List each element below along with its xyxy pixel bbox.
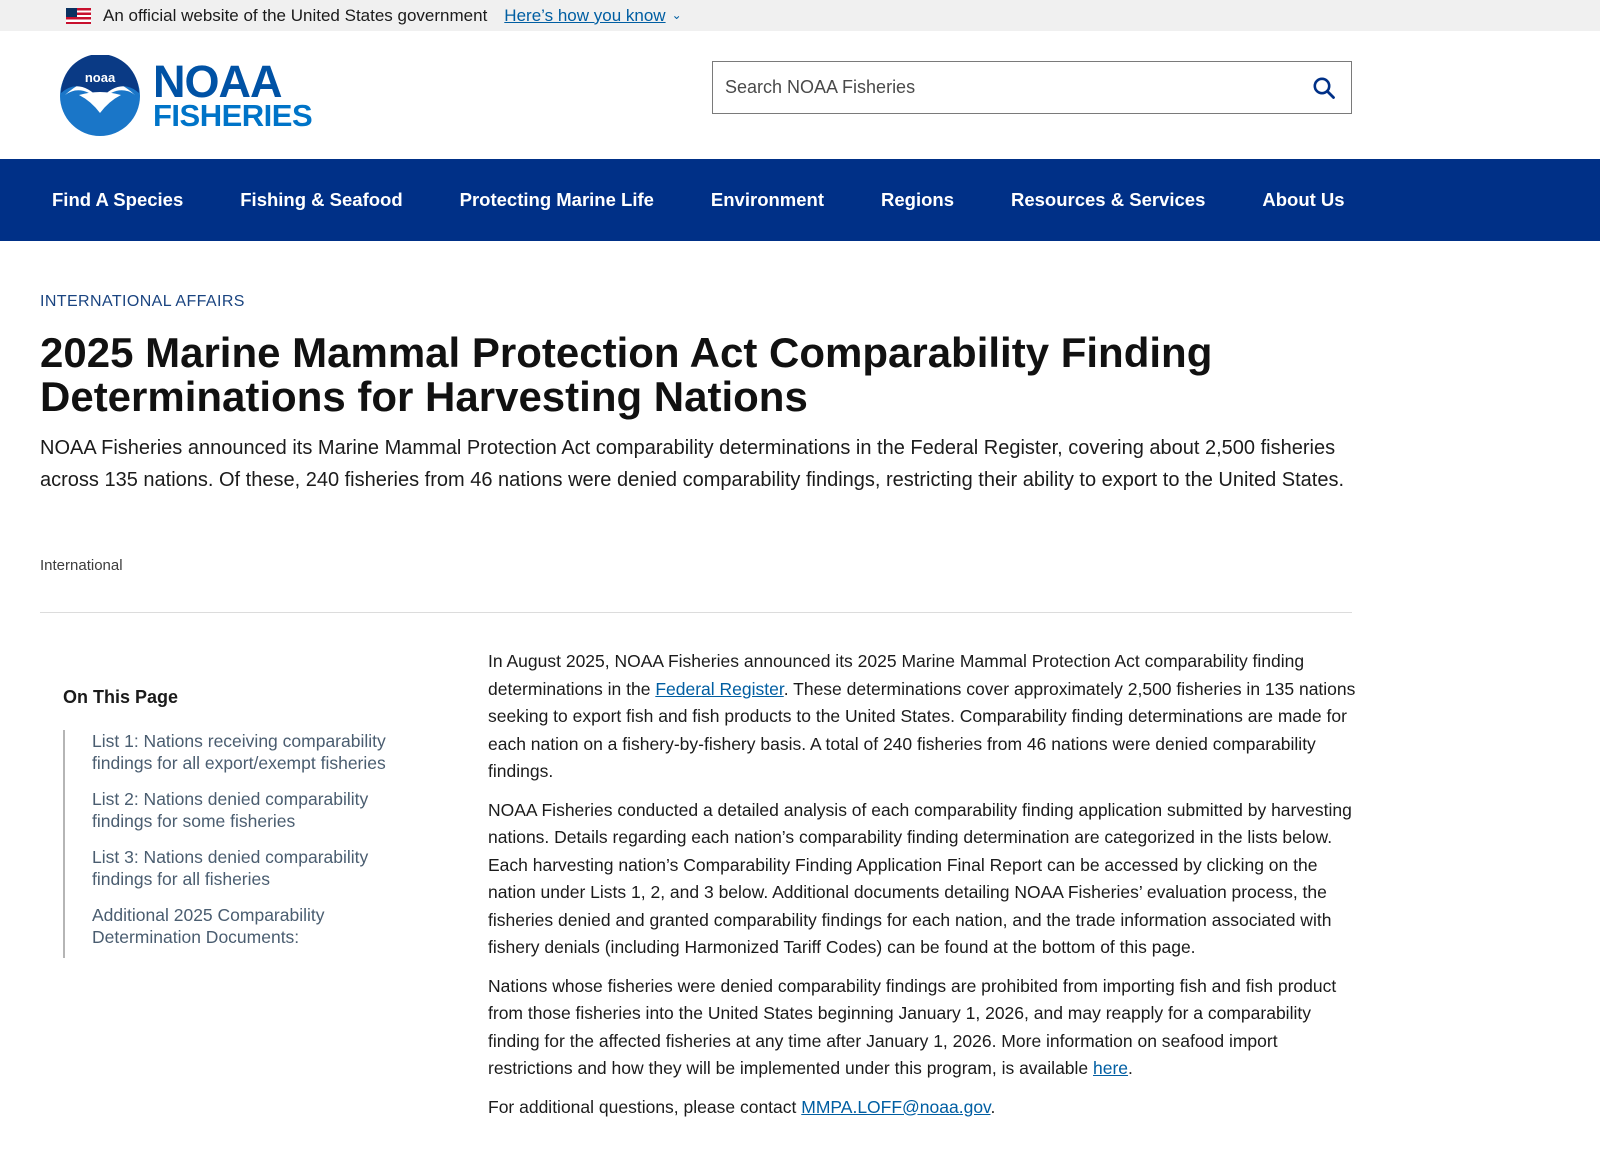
nav-resources-services[interactable]: Resources & Services xyxy=(1010,189,1206,210)
logo-wordmark xyxy=(153,56,313,134)
on-this-page-link-additional-documents[interactable]: Additional 2025 Comparability Determination Documents: xyxy=(92,905,325,947)
topic-tag-link[interactable]: International xyxy=(40,557,123,574)
nav-about-us[interactable]: About Us xyxy=(1262,189,1345,210)
on-this-page-link-list-1[interactable]: List 1: Nations receiving comparability findings for all export/exempt fisheries xyxy=(92,731,386,773)
search-bar xyxy=(712,61,1352,114)
gov-banner-text: An official website of the United States government xyxy=(103,5,488,25)
nav-regions[interactable]: Regions xyxy=(881,189,954,210)
search-icon xyxy=(1312,76,1336,100)
federal-register-link[interactable]: Federal Register xyxy=(655,678,784,699)
on-this-page-link-list-2[interactable]: List 2: Nations denied comparability findings for some fisheries xyxy=(92,789,369,831)
paragraph-4: For additional questions, please contact MMPA.LOFF@noaa.gov. xyxy=(488,1096,996,1117)
divider xyxy=(40,612,1352,613)
noaa-emblem-icon xyxy=(59,55,141,137)
on-this-page-heading: On This Page xyxy=(63,687,179,707)
us-flag-icon xyxy=(66,8,91,24)
main-nav xyxy=(0,159,1600,241)
search-input[interactable] xyxy=(713,62,1297,113)
paragraph-1: In August 2025, NOAA Fisheries announced its 2025 Marine Mammal Protection Act comparability finding determinations in the Federal Register. These determinations cover approximately 2,500 fisheries in 135 nations seeking to export fish and fish products to the United States. Comparability finding determinations are made for each nation on a fishery-by-fishery basis. A total of 240 fisheries from 46 nations were denied comparability findings. xyxy=(488,651,1356,781)
on-this-page-list xyxy=(63,730,423,958)
on-this-page-link-list-3[interactable]: List 3: Nations denied comparability findings for all fisheries xyxy=(92,847,369,889)
noaa-fisheries-logo[interactable] xyxy=(59,55,312,137)
page-title: 2025 Marine Mammal Protection Act Comparability Finding Determinations for Harvesting Nations xyxy=(40,329,1213,420)
nav-fishing-seafood[interactable]: Fishing & Seafood xyxy=(240,189,403,210)
heres-how-you-know-link[interactable]: Here’s how you know xyxy=(504,5,666,25)
nav-protecting-marine-life[interactable]: Protecting Marine Life xyxy=(459,189,654,210)
gov-banner xyxy=(0,0,1600,31)
paragraph-3: Nations whose fisheries were denied comparability findings are prohibited from importing fish and fish product from those fisheries into the United States beginning January 1, 2026, and may reapply for a comparability finding for the affected fisheries at any time after January 1, 2026. More information on seafood import restrictions and how they will be implemented under this program, is available here. xyxy=(488,975,1337,1078)
logo-noaa-text: NOAA xyxy=(153,56,282,108)
import-restrictions-here-link[interactable]: here xyxy=(1093,1058,1129,1078)
nav-environment[interactable]: Environment xyxy=(710,189,824,210)
contact-email-link[interactable]: MMPA.LOFF@noaa.gov xyxy=(801,1096,991,1117)
article-body xyxy=(488,648,1358,1132)
nav-find-a-species[interactable]: Find A Species xyxy=(52,189,184,210)
paragraph-2: NOAA Fisheries conducted a detailed analysis of each comparability finding application submitted by harvesting nations. Details regarding each nation’s comparability finding determination are categorized in the lists below. Each harvesting nation’s Comparability Finding Application Final Report can be accessed by clicking on the nation under Lists 1, 2, and 3 below. Additional documents detailing NOAA Fisheries’ evaluation process, the fisheries denied and granted comparability findings for each nation, and the trade information associated with fishery denials (including Harmonized Tariff Codes) can be found at the bottom of this page. xyxy=(488,799,1352,957)
category-kicker-link[interactable]: INTERNATIONAL AFFAIRS xyxy=(40,293,245,310)
on-this-page-nav xyxy=(63,687,423,958)
search-button[interactable] xyxy=(1297,62,1351,113)
chevron-down-icon[interactable]: ⌄ xyxy=(671,7,682,22)
site-header xyxy=(0,31,1600,159)
svg-text:noaa: noaa xyxy=(84,70,116,85)
page-summary: NOAA Fisheries announced its Marine Mammal Protection Act comparability determinations in the Federal Register, covering about 2,500 fisheries across 135 nations. Of these, 240 fisheries from 46 nations were denied comparability findings, restricting their ability to export to the United States. xyxy=(40,437,1345,491)
logo-fisheries-text: FISHERIES xyxy=(153,98,313,134)
